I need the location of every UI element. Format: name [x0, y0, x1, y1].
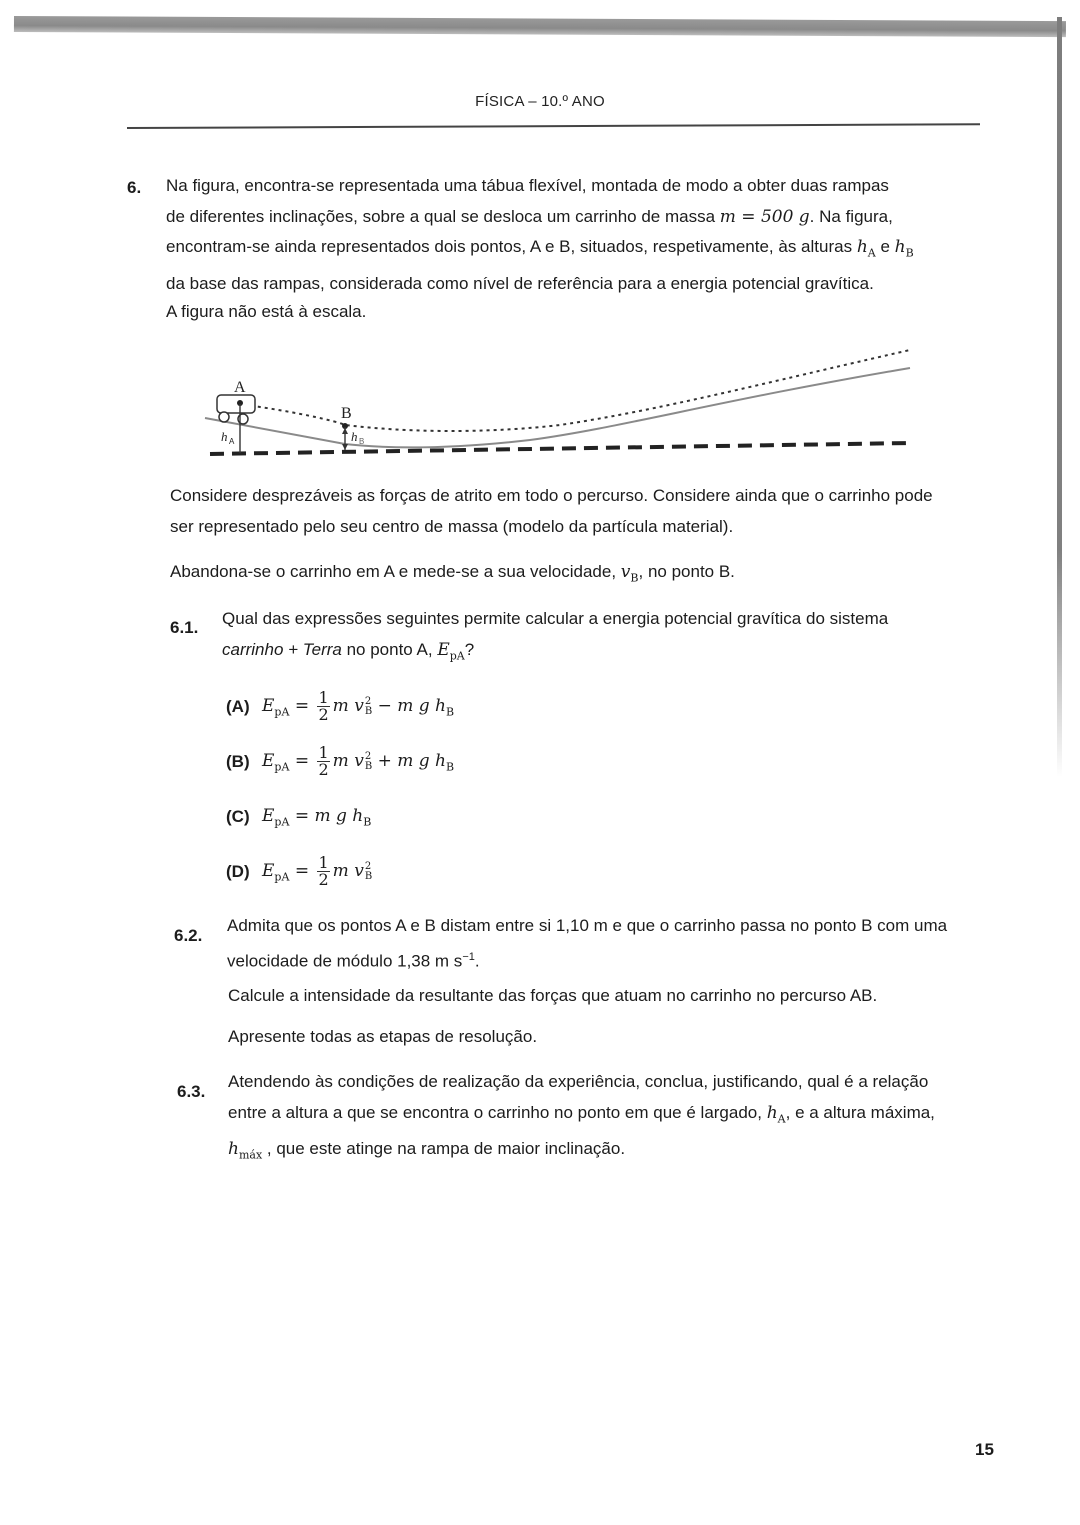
- q61-qmark: ?: [464, 639, 475, 659]
- frac-den: 2: [318, 760, 329, 779]
- system-name: carrinho + Terra: [222, 639, 342, 659]
- q62-instruction: Calcule a intensidade da resultante das forças que atuam no carrinho no percurso AB.: [228, 986, 878, 1005]
- q63-line-1: Atendendo às condições de realização da experiência, conclua, justificando, qual é a relação: [228, 1072, 929, 1091]
- option-A-label: (A): [226, 696, 250, 716]
- lhs: E: [262, 751, 275, 771]
- sup-sub: [365, 862, 372, 882]
- label-hB: h: [351, 429, 358, 444]
- frac-num: 1: [318, 688, 329, 707]
- header-divider: [127, 123, 980, 128]
- var-hA: [856, 237, 876, 260]
- cart-wheel-left: [219, 412, 229, 422]
- label-hB-sub: B: [359, 437, 365, 446]
- q63-line-3: [228, 1134, 998, 1171]
- q62-line-2-text: velocidade de módulo 1,38 m s: [227, 951, 463, 971]
- var-EpA: [437, 640, 464, 660]
- var-hA-base: h: [856, 237, 868, 257]
- var-hB-sub: B: [905, 246, 914, 260]
- intro-line-2-text: de diferentes inclinações, sobre a qual se desloca um carrinho de massa: [166, 206, 716, 226]
- lhs-sub: pA: [274, 815, 290, 829]
- var-EpA-sub: pA: [449, 648, 465, 662]
- q61-line-2-rest: no ponto A,: [341, 639, 433, 659]
- q62-exponent: −1: [462, 950, 475, 963]
- var-hA-q63: [767, 1103, 786, 1123]
- equals: =: [289, 806, 315, 826]
- option-D-label: (D): [226, 861, 250, 881]
- context-paragraph: [170, 481, 1000, 542]
- term1: m v: [332, 696, 364, 716]
- var-base: h: [228, 1139, 239, 1160]
- var-hB: [894, 237, 914, 260]
- release-statement: [170, 557, 735, 594]
- page-header: FÍSICA – 10.º ANO: [475, 93, 605, 110]
- intro-line-2: [166, 202, 986, 233]
- fraction: [317, 855, 329, 888]
- label-B: B: [341, 405, 352, 422]
- ramp-board: [205, 368, 910, 447]
- question-6-2-text: [227, 911, 997, 977]
- option-B-formula: [262, 745, 454, 778]
- question-6-3-text: [228, 1067, 998, 1171]
- var-base: h: [766, 1102, 778, 1123]
- question-6-2-number: 6.2.: [174, 926, 203, 945]
- var-sub: máx: [238, 1148, 263, 1162]
- option-C-label: (C): [226, 807, 250, 827]
- rest-sub: B: [445, 705, 455, 719]
- scan-border-top: [14, 16, 1066, 37]
- scale-note: A figura não está à escala.: [166, 302, 367, 321]
- page-number: 15: [975, 1440, 994, 1459]
- var-vB: [620, 562, 639, 585]
- var-hmax: [228, 1139, 263, 1162]
- label-hA-sub: A: [229, 437, 235, 446]
- fraction: [317, 745, 329, 778]
- intro-line-2-end: . Na figura,: [809, 206, 893, 226]
- var-vB-base: v: [620, 562, 631, 582]
- equals: =: [289, 751, 315, 771]
- mass-expression: m = 500 g: [719, 206, 810, 227]
- rest-sub: B: [445, 760, 455, 774]
- release-text: Abandona-se o carrinho em A e mede-se a sua velocidade,: [170, 562, 617, 581]
- center-of-mass-path: [230, 350, 910, 431]
- frac-den: 2: [318, 870, 329, 889]
- option-B-label: (B): [226, 751, 250, 771]
- rest: m g h: [314, 806, 364, 826]
- lhs: E: [262, 696, 275, 716]
- sub: B: [364, 705, 373, 717]
- option-A[interactable]: [226, 690, 454, 723]
- equals: =: [289, 696, 315, 716]
- option-D-formula: [262, 855, 372, 888]
- fraction: [317, 690, 329, 723]
- option-C-formula: [262, 806, 371, 828]
- sub: B: [364, 870, 373, 882]
- var-EpA-base: E: [437, 639, 450, 660]
- question-6-3-number: 6.3.: [177, 1082, 206, 1101]
- q63-line-2-end: , e a altura máxima,: [785, 1102, 935, 1122]
- sup: 2: [364, 750, 372, 762]
- q62-line-1: Admita que os pontos A e B distam entre si 1,10 m e que o carrinho passa no ponto B com uma: [227, 916, 948, 935]
- q63-line-2: [228, 1098, 998, 1135]
- ramp-diagram: [200, 340, 920, 470]
- option-D[interactable]: [226, 855, 372, 888]
- q61-line-2: [222, 635, 992, 672]
- question-6-number: 6.: [127, 178, 142, 197]
- q62-line-2: [227, 942, 997, 977]
- var-sub: A: [777, 1111, 786, 1125]
- lhs-sub: pA: [274, 870, 290, 884]
- release-text-end: , no ponto B.: [638, 562, 735, 581]
- q63-line-2-text: entre a altura a que se encontra o carrinho no ponto em que é largado,: [228, 1102, 762, 1122]
- question-6-1-number: 6.1.: [170, 618, 199, 637]
- lhs-sub: pA: [274, 760, 290, 774]
- intro-line-3: [166, 232, 986, 269]
- label-hA: h: [221, 429, 228, 444]
- frac-num: 1: [318, 853, 329, 872]
- option-B[interactable]: [226, 745, 454, 778]
- question-6-1-text: [222, 604, 992, 671]
- cart-body: [217, 395, 255, 413]
- lhs-sub: pA: [274, 705, 290, 719]
- var-hA-sub: A: [867, 246, 876, 260]
- var-hB-base: h: [894, 237, 906, 257]
- scan-border-right: [1057, 17, 1062, 777]
- sup: 2: [364, 860, 372, 872]
- q62-steps-note: Apresente todas as etapas de resolução.: [228, 1027, 538, 1046]
- sup: 2: [364, 695, 372, 707]
- intro-line-4: da base das rampas, considerada como nível de referência para a energia potencial gravítica.: [166, 273, 874, 293]
- term1: m v: [332, 751, 364, 771]
- context-line-1: Considere desprezáveis as forças de atrito em todo o percurso. Considere ainda que o carrinho pode: [170, 486, 933, 505]
- q61-line-1: Qual das expressões seguintes permite calcular a energia potencial gravítica do sistema: [222, 609, 889, 628]
- var-vB-sub: B: [630, 571, 639, 585]
- option-A-formula: [262, 690, 454, 723]
- intro-line-1: Na figura, encontra-se representada uma tábua flexível, montada de modo a obter duas rampas: [166, 176, 889, 195]
- context-line-2: ser representado pelo seu centro de massa (modelo da partícula material).: [170, 516, 734, 536]
- ramp-figure: [200, 340, 920, 470]
- lhs: E: [262, 806, 275, 826]
- option-C[interactable]: [226, 806, 371, 828]
- equals: =: [289, 861, 315, 881]
- rest: + m g h: [372, 751, 446, 771]
- question-6-intro: [166, 171, 986, 299]
- q63-line-3-text: , que este atinge na rampa de maior inclinação.: [262, 1139, 626, 1159]
- reference-level-line: [210, 443, 910, 454]
- intro-line-3-text: encontram-se ainda representados dois pontos, A e B, situados, respetivamente, às alturas: [166, 237, 853, 256]
- label-A: A: [234, 379, 246, 396]
- term1: m v: [332, 861, 364, 881]
- q62-period: .: [474, 951, 480, 971]
- frac-den: 2: [318, 705, 329, 724]
- frac-num: 1: [318, 743, 329, 762]
- rest: − m g h: [372, 696, 446, 716]
- lhs: E: [262, 861, 275, 881]
- sub: B: [364, 760, 373, 772]
- rest-sub: B: [363, 815, 372, 829]
- conj-e: e: [875, 237, 895, 256]
